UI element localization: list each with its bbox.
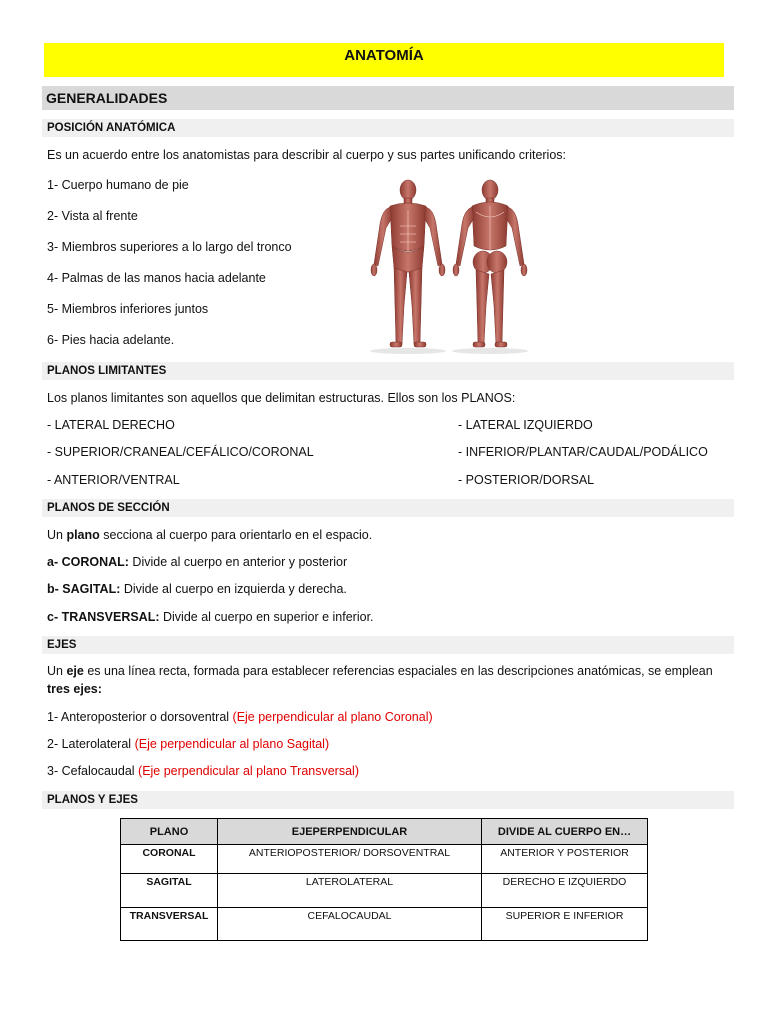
table-header-divide: DIVIDE AL CUERPO EN…: [482, 819, 648, 845]
table-header-plano: PLANO: [121, 819, 218, 845]
table-cell: LATEROLATERAL: [218, 874, 482, 908]
heading-posicion-anatomica: POSICIÓN ANATÓMICA: [42, 119, 734, 137]
plano-limitante-right-1: - LATERAL IZQUIERDO: [458, 418, 593, 432]
posicion-item-5: 5- Miembros inferiores juntos: [47, 302, 209, 316]
planos-limitantes-intro: Los planos limitantes son aquellos que delimitan estructuras. Ellos son los PLANOS:: [47, 391, 516, 405]
front-figure: [371, 180, 445, 347]
plano-seccion-sagital: b- SAGITAL: Divide al cuerpo en izquierda y derecha.: [47, 582, 347, 596]
posicion-item-2: 2- Vista al frente: [47, 209, 138, 223]
table-cell: TRANSVERSAL: [121, 908, 218, 941]
planos-ejes-table: [120, 818, 648, 941]
plano-seccion-coronal: a- CORONAL: Divide al cuerpo en anterior y posterior: [47, 555, 348, 569]
table-cell: DERECHO E IZQUIERDO: [482, 874, 648, 908]
page-title: ANATOMÍA: [44, 43, 724, 77]
ejes-intro: Un eje es una línea recta, formada para establecer referencias espaciales en las descripciones anatómicas, se emplean: [47, 664, 713, 678]
posicion-intro: Es un acuerdo entre los anatomistas para describir al cuerpo y sus partes unificando criterios:: [47, 148, 567, 162]
plano-limitante-left-2: - SUPERIOR/CRANEAL/CEFÁLICO/CORONAL: [47, 445, 314, 459]
eje-item-1: 1- Anteroposterior o dorsoventral (Eje perpendicular al plano Coronal): [47, 710, 433, 724]
posicion-item-6: 6- Pies hacia adelante.: [47, 333, 175, 347]
heading-planos-ejes: PLANOS Y EJES: [42, 791, 734, 809]
eje-item-2: 2- Laterolateral (Eje perpendicular al plano Sagital): [47, 737, 330, 751]
table-cell: CORONAL: [121, 845, 218, 874]
table-header-eje: EJEPERPENDICULAR: [218, 819, 482, 845]
table-row: [121, 874, 648, 908]
table-cell: CEFALOCAUDAL: [218, 908, 482, 941]
posicion-item-3: 3- Miembros superiores a lo largo del tronco: [47, 240, 292, 254]
planos-seccion-intro: Un plano secciona al cuerpo para orientarlo en el espacio.: [47, 528, 373, 542]
table-cell: ANTERIOPOSTERIOR/ DORSOVENTRAL: [218, 845, 482, 874]
posicion-item-4: 4- Palmas de las manos hacia adelante: [47, 271, 266, 285]
table-row: [121, 845, 648, 874]
table-cell: ANTERIOR Y POSTERIOR: [482, 845, 648, 874]
plano-limitante-right-3: - POSTERIOR/DORSAL: [458, 473, 595, 487]
anatomical-figure-image: [360, 176, 536, 356]
plano-limitante-right-2: - INFERIOR/PLANTAR/CAUDAL/PODÁLICO: [458, 445, 708, 459]
posicion-item-1: 1- Cuerpo humano de pie: [47, 178, 189, 192]
table-row: [121, 908, 648, 941]
heading-planos-seccion: PLANOS DE SECCIÓN: [42, 499, 734, 517]
plano-limitante-left-3: - ANTERIOR/VENTRAL: [47, 473, 180, 487]
heading-ejes: EJES: [42, 636, 734, 654]
eje-item-3: 3- Cefalocaudal (Eje perpendicular al plano Transversal): [47, 764, 359, 778]
table-cell: SAGITAL: [121, 874, 218, 908]
back-figure: [453, 180, 527, 347]
ejes-intro-line2: tres ejes:: [47, 682, 102, 696]
table-cell: SUPERIOR E INFERIOR: [482, 908, 648, 941]
plano-limitante-left-1: - LATERAL DERECHO: [47, 418, 175, 432]
section-heading: GENERALIDADES: [42, 86, 734, 110]
heading-planos-limitantes: PLANOS LIMITANTES: [42, 362, 734, 380]
plano-seccion-transversal: c- TRANSVERSAL: Divide al cuerpo en superior e inferior.: [47, 610, 374, 624]
table-header-row: [121, 819, 648, 845]
